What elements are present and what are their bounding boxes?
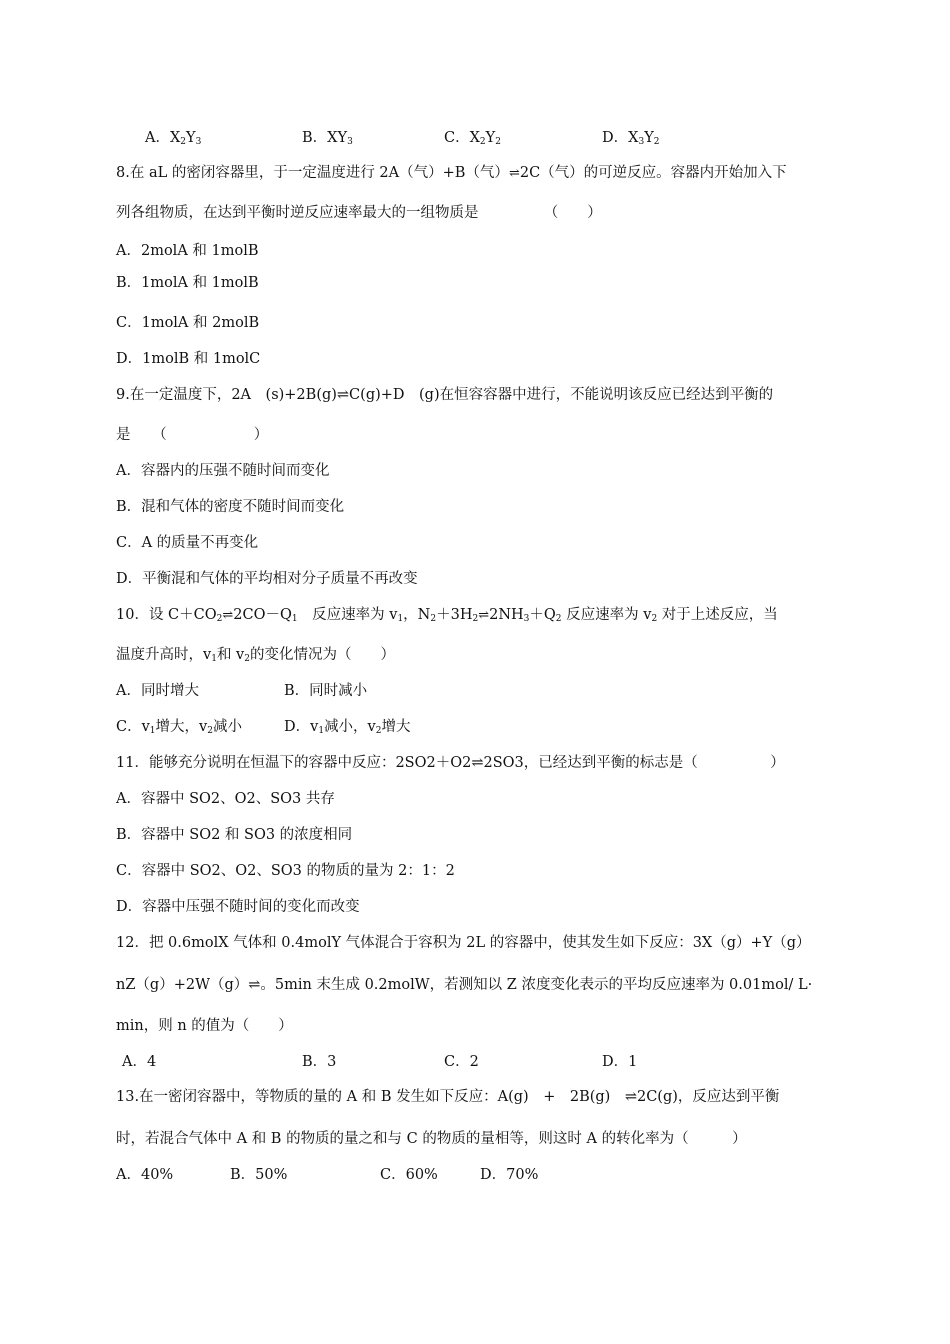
equilibrium-arrow-icon: ⇌: [508, 166, 520, 181]
q8-option-c: C．1molA 和 2molB: [116, 315, 260, 331]
q11-option-c: C．容器中 SO2、O2、SO3 的物质的量为 2：1：2: [116, 863, 455, 879]
q12-option-c: C．2: [444, 1054, 479, 1070]
q11-stem: 11．能够充分说明在恒温下的容器中反应：2SO2＋O2⇌2SO3，已经达到平衡的标志是（ ）: [116, 755, 785, 771]
q7-option-d: D．$X_3Y_2$: [602, 130, 660, 147]
q9-option-c: C．A 的质量不再变化: [116, 535, 259, 551]
q13-option-b: B．50%: [230, 1167, 288, 1183]
q8-option-b: B．1molA 和 1molB: [116, 275, 259, 291]
q11-option-b: B．容器中 SO2 和 SO3 的浓度相同: [116, 827, 353, 843]
q9-option-b: B．混和气体的密度不随时间而变化: [116, 499, 345, 515]
q13-option-c: C．60%: [380, 1167, 438, 1183]
q9-option-d: D．平衡混和气体的平均相对分子质量不再改变: [116, 571, 418, 587]
q8-stem-line1: 8.在 aL 的密闭容器里，于一定温度进行 2A（气）+B（气）⇌2C（气）的可逆反应。容器内开始加入下: [116, 165, 787, 181]
q10-option-b: B．同时减小: [284, 683, 368, 699]
q8-option-a: A．2molA 和 1molB: [116, 243, 259, 259]
q10-option-d: D．$v_1$减小，$v_2$增大: [284, 719, 411, 736]
q7-option-a: A．$X_2Y_3$: [145, 130, 202, 147]
q11-option-d: D．容器中压强不随时间的变化而改变: [116, 899, 360, 915]
q8-option-d: D．1molB 和 1molC: [116, 351, 261, 367]
q10-stem-line1: 10．设 $C+CO_2\rightleftharpoons 2CO-Q_1$ 反应速率为 $v_1$，$N_2+3H_2\rightleftharpoons 2NH_3+Q_2$ 反应速率为 $v_2$ 对于上述反应，当: [116, 607, 778, 624]
q12-option-a: A．4: [122, 1054, 157, 1070]
equilibrium-arrow-icon: ⇌: [478, 608, 490, 623]
q8-stem-line2: 列各组物质，在达到平衡时逆反应速率最大的一组物质是 （ ）: [116, 205, 602, 221]
q9-option-a: A．容器内的压强不随时间而变化: [116, 463, 330, 479]
q11-option-a: A．容器中 SO2、O2、SO3 共存: [116, 791, 335, 807]
q12-stem-line2: nZ（g）+2W（g）⇌。5min 末生成 0.2molW，若测知以 Z 浓度变化表示的平均反应速率为 0.01mol/ L·: [116, 977, 813, 993]
equilibrium-arrow-icon: ⇌: [222, 608, 234, 623]
q13-option-d: D．70%: [480, 1167, 539, 1183]
q12-option-d: D．1: [602, 1054, 638, 1070]
q13-option-a: A．40%: [116, 1167, 174, 1183]
q12-option-b: B．3: [302, 1054, 337, 1070]
q10-stem-line2: 温度升高时，$v_1$和 $v_2$的变化情况为（ ）: [116, 647, 395, 664]
q13-stem-line2: 时，若混合气体中 A 和 B 的物质的量之和与 C 的物质的量相等，则这时 A 的转化率为（ ）: [116, 1131, 747, 1147]
q7-option-b: B．$XY_3$: [302, 130, 353, 147]
q13-stem-line1: 13.在一密闭容器中，等物质的量的 A 和 B 发生如下反应：A(g) + 2B(g) ⇌2C(g)，反应达到平衡: [116, 1089, 780, 1105]
q9-stem-line2: 是 （ ）: [116, 427, 269, 443]
q12-stem-line1: 12．把 0.6molX 气体和 0.4molY 气体混合于容积为 2L 的容器中，使其发生如下反应：3X（g）+Y（g）: [116, 935, 811, 951]
q12-stem-line3: min，则 n 的值为（ ）: [116, 1018, 293, 1034]
q10-option-c: C．$v_1$增大，$v_2$减小: [116, 719, 242, 736]
q9-stem-line1: 9.在一定温度下，2A (s)+2B(g)⇌C(g)+D (g)在恒容容器中进行，不能说明该反应已经达到平衡的: [116, 387, 774, 403]
q7-option-c: C．$X_2Y_2$: [444, 130, 501, 147]
q10-option-a: A．同时增大: [116, 683, 199, 699]
